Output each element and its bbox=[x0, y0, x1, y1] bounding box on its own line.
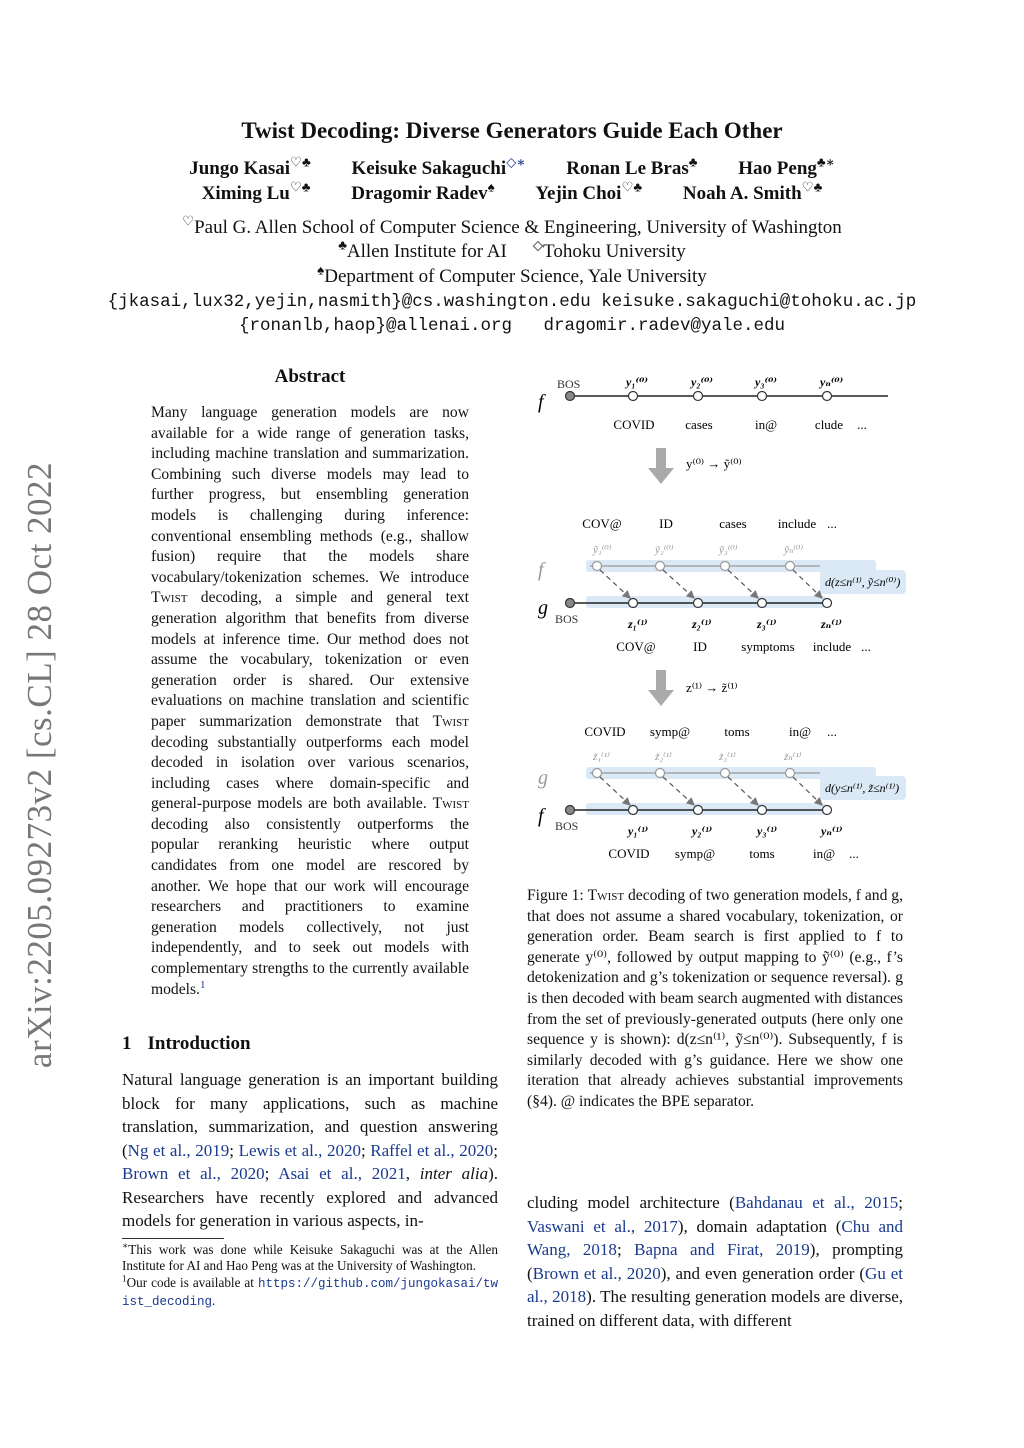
bos-label: BOS bbox=[557, 377, 581, 391]
footnote-ref[interactable]: 1 bbox=[199, 978, 206, 991]
svg-text:ID: ID bbox=[659, 516, 673, 531]
panel-2-top-labels bbox=[592, 544, 803, 556]
svg-text:clude: clude bbox=[814, 417, 844, 432]
citation[interactable]: Bapna and Firat, 2019 bbox=[634, 1240, 810, 1259]
svg-text:symp@: symp@ bbox=[649, 724, 691, 739]
svg-text:y₁⁽⁰⁾: y₁⁽⁰⁾ bbox=[626, 375, 648, 389]
section-heading-introduction: 1 Introduction bbox=[122, 1033, 251, 1054]
figure-1-caption: Figure 1: Twist decoding of two generation models, f and g, that does not assume a shared vocabulary, tokenization, or generation order. Beam search is first applied to f to generate y⁽⁰⁾, followed by output mapping to ỹ⁽⁰⁾ (e.g., f’s detokenization and g’s tokenization or sequence reversal). g is then decoded with beam search augmented with distances from the set of previously-generated outputs (here only one sequence y is shown): d(z≤n⁽¹⁾, ỹ≤n⁽⁰⁾). Subsequently, f is similarly decoded with g’s guidance. Here we show one iteration that already achieves substantial improvements (§4). @ indicates the BPE separator. bbox=[527, 887, 903, 1110]
model-f-ghost-label: f bbox=[538, 559, 544, 581]
svg-text:y₂⁽⁰⁾: y₂⁽⁰⁾ bbox=[691, 375, 713, 389]
footnotes bbox=[122, 1242, 498, 1310]
svg-text:y₂⁽¹⁾: y₂⁽¹⁾ bbox=[692, 824, 713, 838]
affiliation-yale: ♠Department of Computer Science, Yale University bbox=[317, 262, 707, 287]
svg-text:...: ... bbox=[861, 639, 871, 654]
citation[interactable]: Ng et al., 2019 bbox=[127, 1140, 230, 1160]
author: Hao Peng♣∗ bbox=[738, 154, 835, 179]
svg-text:symp@: symp@ bbox=[674, 846, 716, 861]
authors-line-2 bbox=[0, 179, 1024, 205]
svg-text:y₃⁽¹⁾: y₃⁽¹⁾ bbox=[757, 824, 778, 838]
svg-text:ỹ₂⁽⁰⁾: ỹ₂⁽⁰⁾ bbox=[655, 544, 674, 556]
author: Keisuke Sakaguchi◇∗ bbox=[351, 154, 526, 179]
abstract-body: Many language generation models are now available for a wide range of generation tasks, including machine translation and summarization. Combining such diverse models may lead to further progress, but ensembling generation models is challenging during inference: conventional ensembling methods (e.g., shallow fusion) require that the models share vocabulary/tokenization schemes. We introduce Twist decoding, a simple and general text generation algorithm that benefits from diverse models at inference time. Our method does not assume the vocabulary, tokenization or even generation order is shared. Our extensive evaluations on machine translation and scientific paper summarization demonstrate that Twist decoding substantially outperforms each model decoded in isolation over various scenarios, including cases where domain-specific and general-purpose models are both available. Twist decoding also consistently outperforms the popular reranking heuristic where output candidates from one model are rescored by another. We hope that our work will encourage researchers and practitioners to examine generation models collectively, not just independently, and to seek out models with complementary strengths to the currently available models.$^1$ bbox=[151, 404, 469, 998]
svg-text:ỹₙ⁽⁰⁾: ỹₙ⁽⁰⁾ bbox=[784, 544, 804, 556]
citation[interactable]: Raffel et al., 2020 bbox=[370, 1140, 494, 1160]
model-g-ghost-label: g bbox=[538, 767, 548, 789]
paper-title: Twist Decoding: Diverse Generators Guide Each Other bbox=[241, 118, 783, 143]
svg-text:COVID: COVID bbox=[613, 417, 655, 432]
right-column-text: cluding model architecture (Bahdanau et al., 2015; Vaswani et al., 2017), domain adaptation (Chu and Wang, 2018; Bapna and Firat, 2019), prompting (Brown et al., 2020), and even generation order (Gu et al., 2018). The resulting generation models are diverse, trained on different data, with different bbox=[527, 1193, 904, 1330]
svg-text:zₙ⁽¹⁾: zₙ⁽¹⁾ bbox=[821, 617, 842, 631]
svg-text:z₃⁽¹⁾: z₃⁽¹⁾ bbox=[757, 617, 777, 631]
svg-text:y₃⁽⁰⁾: y₃⁽⁰⁾ bbox=[755, 375, 777, 389]
svg-text:ỹ₁⁽⁰⁾: ỹ₁⁽⁰⁾ bbox=[593, 544, 612, 556]
model-g-label: g bbox=[538, 597, 548, 619]
svg-text:BOS: BOS bbox=[555, 819, 579, 833]
panel-2-guidance-arrows bbox=[600, 570, 822, 598]
svg-text:z₁⁽¹⁾: z₁⁽¹⁾ bbox=[628, 617, 648, 631]
citation[interactable]: Chu and Wang, 2018 bbox=[527, 1216, 904, 1259]
arxiv-identifier: arXiv:2205.09273v2 [cs.CL] 28 Oct 2022 bbox=[20, 461, 59, 1069]
down-arrow-1 bbox=[648, 448, 674, 484]
svg-text:...: ... bbox=[857, 417, 867, 432]
svg-text:yₙ⁽⁰⁾: yₙ⁽⁰⁾ bbox=[820, 375, 844, 389]
svg-text:include: include bbox=[812, 639, 852, 654]
svg-text:COV@: COV@ bbox=[582, 516, 622, 531]
citation[interactable]: Asai et al., 2021 bbox=[278, 1164, 406, 1183]
svg-text:z₂⁽¹⁾: z₂⁽¹⁾ bbox=[692, 617, 712, 631]
author: Ximing Lu♡♣ bbox=[201, 179, 311, 204]
panel-1-words bbox=[613, 417, 866, 432]
distance-1-label: d(z≤n⁽¹⁾, ỹ≤n⁽⁰⁾) bbox=[825, 575, 901, 589]
authors-line-1 bbox=[0, 154, 1024, 180]
citation[interactable]: Lewis et al., 2020 bbox=[238, 1140, 361, 1160]
svg-text:z̃₁⁽¹⁾: z̃₁⁽¹⁾ bbox=[593, 751, 610, 763]
citation[interactable]: Brown et al., 2020 bbox=[122, 1164, 265, 1183]
svg-text:toms: toms bbox=[749, 846, 775, 861]
affiliation-uw: ♡Paul G. Allen School of Computer Science & Engineering, University of Washington bbox=[182, 213, 842, 238]
abstract-heading: Abstract bbox=[274, 366, 346, 387]
svg-text:z̃₃⁽¹⁾: z̃₃⁽¹⁾ bbox=[719, 751, 736, 763]
author: Jungo Kasai♡♣ bbox=[189, 154, 311, 179]
panel-3-bottom-labels bbox=[626, 824, 843, 838]
author: Yejin Choi♡♣ bbox=[535, 179, 643, 204]
svg-text:y₁⁽¹⁾: y₁⁽¹⁾ bbox=[628, 824, 649, 838]
svg-text:toms: toms bbox=[724, 724, 750, 739]
svg-text:in@: in@ bbox=[754, 417, 778, 432]
email-line-2: {ronanlb,haop}@allenai.org dragomir.radev@yale.edu bbox=[238, 316, 786, 336]
model-f-label-2: f bbox=[538, 805, 544, 827]
svg-text:include: include bbox=[777, 516, 817, 531]
model-f-label: f bbox=[538, 391, 544, 413]
svg-text:yₙ⁽¹⁾: yₙ⁽¹⁾ bbox=[821, 824, 843, 838]
distance-2-label: d(y≤n⁽¹⁾, z̃≤n⁽¹⁾) bbox=[825, 781, 900, 795]
svg-text:in@: in@ bbox=[788, 724, 812, 739]
svg-text:in@: in@ bbox=[812, 846, 836, 861]
panel-1-labels bbox=[624, 375, 844, 389]
svg-text:cases: cases bbox=[719, 516, 747, 531]
footnote-rule bbox=[122, 1238, 224, 1239]
affiliation-ai2-tohoku: ♣Allen Institute for AI ◇Tohoku University bbox=[338, 237, 686, 262]
svg-text:COV@: COV@ bbox=[616, 639, 656, 654]
svg-text:BOS: BOS bbox=[555, 612, 579, 626]
svg-text:ỹ₃⁽⁰⁾: ỹ₃⁽⁰⁾ bbox=[719, 544, 738, 556]
svg-text:z̃ₙ⁽¹⁾: z̃ₙ⁽¹⁾ bbox=[784, 751, 802, 763]
svg-text:COVID: COVID bbox=[584, 724, 626, 739]
mapping-2-label: z⁽¹⁾ → z̃⁽¹⁾ bbox=[686, 680, 738, 695]
svg-text:COVID: COVID bbox=[608, 846, 650, 861]
citation[interactable]: Vaswani et al., 2017 bbox=[527, 1216, 678, 1236]
svg-text:...: ... bbox=[849, 846, 859, 861]
svg-text:...: ... bbox=[827, 516, 837, 531]
panel-2-bottom-labels bbox=[627, 617, 842, 631]
code-url-link[interactable]: https://github.com/jungokasai/twist_decoding bbox=[122, 1277, 498, 1309]
mapping-1-label: y⁽⁰⁾ → ỹ⁽⁰⁾ bbox=[686, 456, 742, 471]
panel-3-guidance-arrows bbox=[600, 777, 822, 805]
author: Dragomir Radev♠ bbox=[351, 179, 495, 204]
svg-text:symptoms: symptoms bbox=[741, 639, 795, 654]
introduction-text: Natural language generation is an important building block for many applications, such as machine translation, summarization, and question answering (Ng et al., 2019; Lewis et al., 2020; Raffel et al., 2020; Brown et al., 2020; Asai et al., 2021, inter alia). Researchers have recently explored and advanced models for generation in various aspects, in- bbox=[122, 1070, 498, 1230]
svg-text:ID: ID bbox=[693, 639, 707, 654]
panel-2-bottom-words bbox=[616, 639, 871, 654]
svg-text:cases: cases bbox=[685, 417, 713, 432]
citation[interactable]: Gu et al., 2018 bbox=[527, 1263, 903, 1306]
footnote-star: ∗This work was done while Keisuke Sakaguchi was at the Allen Institute for AI and Hao Peng was at the University of Washington. bbox=[122, 1240, 498, 1273]
panel-3-bottom-words bbox=[608, 846, 858, 861]
panel-3-top-words bbox=[584, 724, 836, 739]
svg-text:...: ... bbox=[827, 724, 837, 739]
citation[interactable]: Brown et al., 2020 bbox=[532, 1263, 661, 1283]
down-arrow-2 bbox=[648, 670, 674, 706]
g-chain-band bbox=[586, 596, 826, 608]
panel-2-top-words bbox=[582, 516, 837, 531]
email-line-1: {jkasai,lux32,yejin,nasmith}@cs.washington.edu keisuke.sakaguchi@tohoku.ac.jp bbox=[107, 292, 917, 312]
citation[interactable]: Bahdanau et al., 2015 bbox=[734, 1193, 899, 1212]
svg-text:z̃₂⁽¹⁾: z̃₂⁽¹⁾ bbox=[655, 751, 672, 763]
author: Ronan Le Bras♣ bbox=[566, 154, 698, 179]
author: Noah A. Smith♡♣ bbox=[682, 179, 823, 204]
figure-1-diagram bbox=[520, 360, 908, 880]
panel-3-top-labels bbox=[592, 751, 802, 763]
footnote-1: $^1$Our code is available at https://github.com/jungokasai/twist_decoding. bbox=[122, 1273, 498, 1309]
